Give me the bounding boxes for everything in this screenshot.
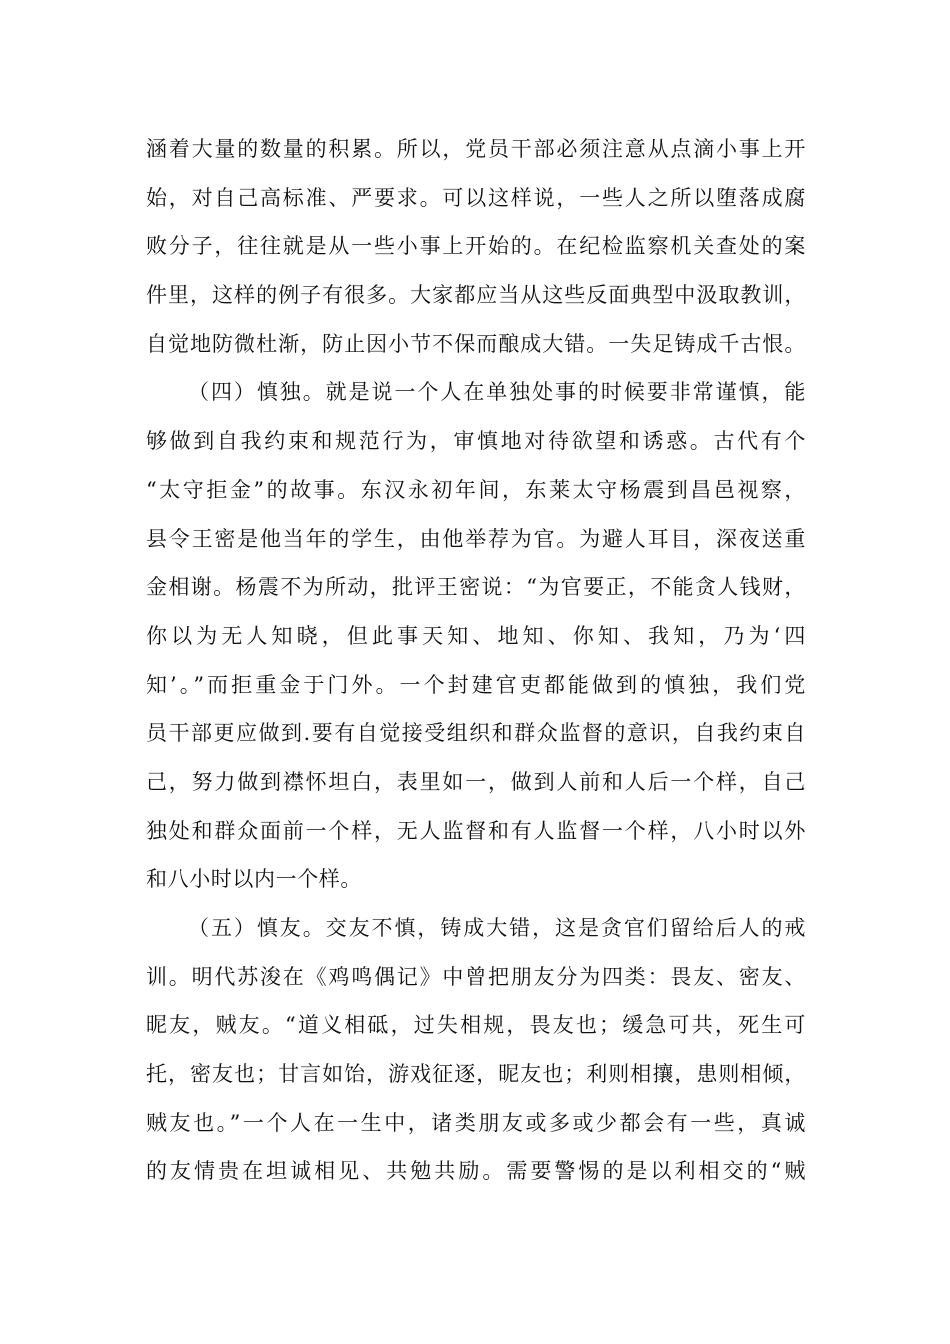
text-line: （四）慎独。就是说一个人在单独处事的时候要非常谨慎，能: [188, 380, 806, 405]
text-line: 员干部更应做到.要有自觉接受组织和群众监督的意识，自我约束自: [146, 721, 806, 746]
text-line: 昵友，贼友。“道义相砥，过失相规，畏友也；缓急可共，死生可: [146, 1013, 806, 1038]
text-line: 件里，这样的例子有很多。大家都应当从这些反面典型中汲取教训，: [146, 283, 806, 308]
text-line: “太守拒金”的故事。东汉永初年间，东莱太守杨震到昌邑视察，: [146, 477, 806, 502]
text-line: 金相谢。杨震不为所动，批评王密说：“为官要正，不能贪人钱财，: [146, 575, 806, 600]
text-line: 你以为无人知晓，但此事天知、地知、你知、我知，乃为‘四: [146, 623, 806, 648]
text-line: 的友情贵在坦诚相见、共勉共励。需要警惕的是以利相交的“贼: [146, 1159, 806, 1184]
text-line: 训。明代苏浚在《鸡鸣偶记》中曾把朋友分为四类：畏友、密友、: [146, 964, 806, 989]
text-line: 涵着大量的数量的积累。所以，党员干部必须注意从点滴小事上开: [146, 137, 806, 161]
text-line: 败分子，往往就是从一些小事上开始的。在纪检监察机关查处的案: [146, 234, 806, 259]
text-line: 己，努力做到襟怀坦白，表里如一，做到人前和人后一个样，自己: [146, 769, 806, 794]
text-line: 够做到自我约束和规范行为，审慎地对待欲望和诱惑。古代有个: [146, 429, 806, 454]
text-line: 和八小时以内一个样。: [146, 867, 362, 892]
text-line: 托，密友也；甘言如饴，游戏征逐，昵友也；利则相攘，患则相倾，: [146, 1062, 806, 1087]
text-line: 贼友也。”一个人在一生中，诸类朋友或多或少都会有一些，真诚: [146, 1110, 806, 1135]
text-line: 独处和群众面前一个样，无人监督和有人监督一个样，八小时以外: [146, 818, 806, 843]
text-line: 始，对自己高标准、严要求。可以这样说，一些人之所以堕落成腐: [146, 185, 806, 210]
text-line: 自觉地防微杜渐，防止因小节不保而酿成大错。一失足铸成千古恨。: [146, 331, 806, 356]
body-text: [146, 125, 806, 1196]
text-line: （五）慎友。交友不慎，铸成大错，这是贪官们留给后人的戒: [188, 916, 806, 940]
text-line: 县令王密是他当年的学生，由他举荐为官。为避人耳目，深夜送重: [146, 526, 806, 551]
text-line: 知’。”而拒重金于门外。一个封建官吏都能做到的慎独，我们党: [146, 672, 806, 697]
